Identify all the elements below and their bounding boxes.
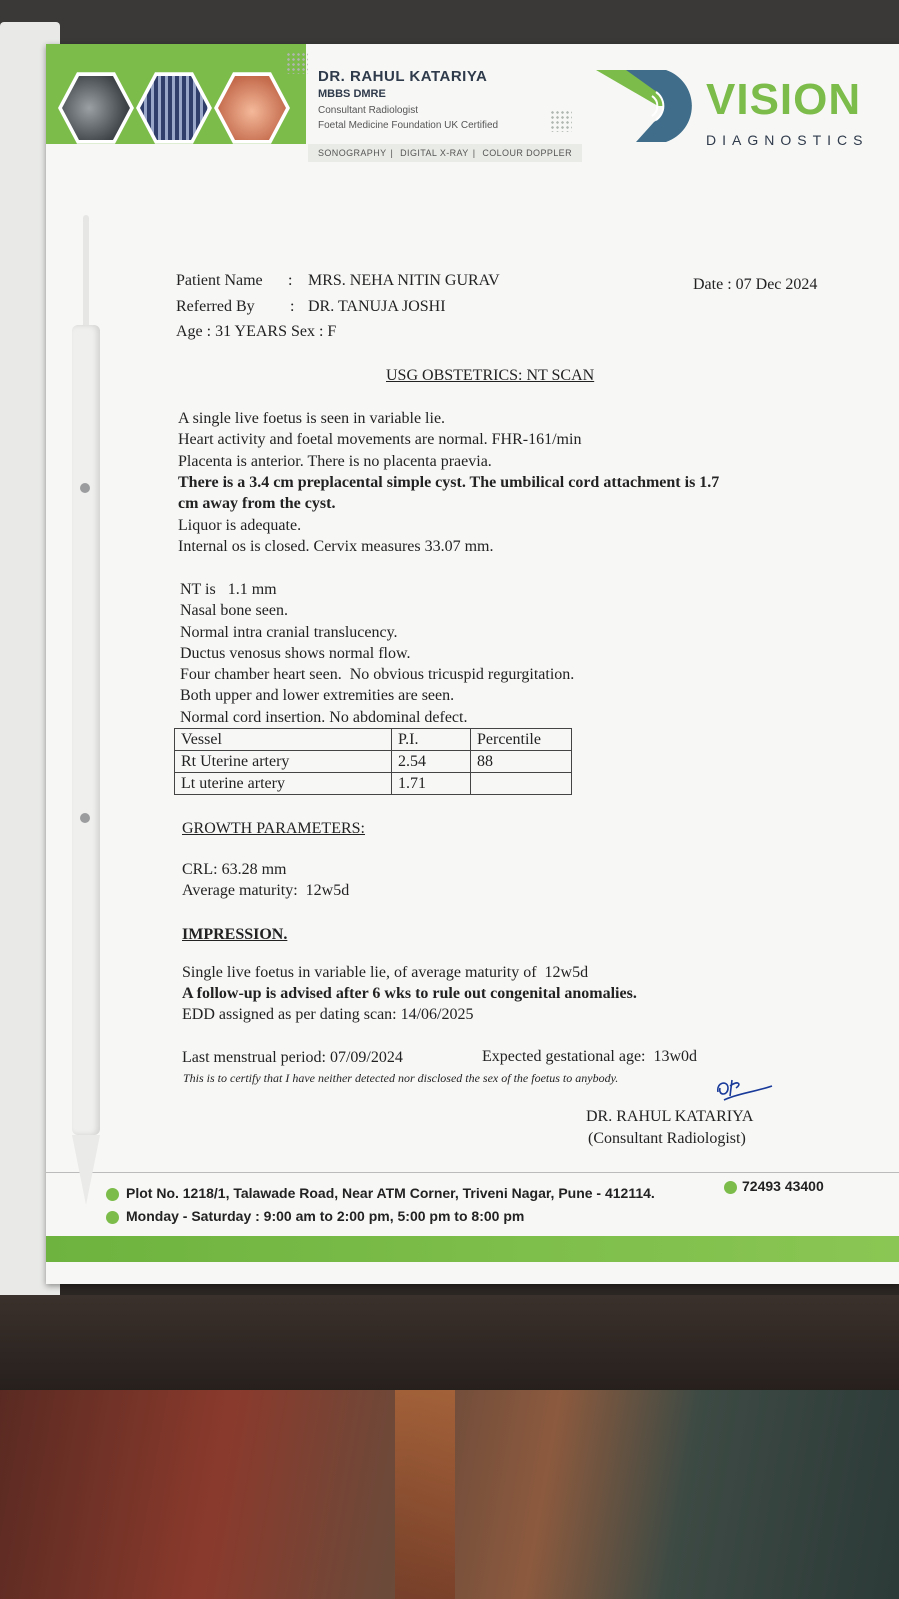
vision-logo-icon (596, 66, 696, 146)
doppler-table (174, 728, 572, 795)
cyst-finding: There is a 3.4 cm preplacental simple cyst. The umbilical cord attachment is 1.7 (178, 474, 720, 491)
background-top (0, 0, 899, 48)
nt-finding: Four chamber heart seen. No obvious tricuspid regurgitation. (180, 666, 575, 683)
report-page (46, 44, 899, 1284)
clip-rivet (80, 483, 90, 493)
table-cell: Rt Uterine artery (175, 751, 392, 773)
table-cell: 2.54 (392, 751, 471, 773)
footer-divider (46, 1172, 899, 1173)
nt-finding: Normal intra cranial translucency. (180, 624, 398, 641)
table-header: P.I. (392, 729, 471, 751)
cloth-strip (395, 1390, 455, 1599)
xray-image-icon (136, 70, 212, 146)
letterhead-banner (46, 44, 306, 144)
age-sex: Age : 31 YEARS Sex : F (176, 323, 337, 340)
finding-line: Placenta is anterior. There is no placenta praevia. (178, 453, 492, 470)
doctor-role: Consultant Radiologist (318, 105, 419, 116)
finding-line: Heart activity and foetal movements are normal. FHR-161/min (178, 431, 582, 448)
finding-line: A single live foetus is seen in variable lie. (178, 410, 446, 427)
table-cell: 88 (471, 751, 572, 773)
table-row (175, 751, 572, 773)
separator: : (288, 272, 293, 289)
phone-icon (724, 1181, 737, 1194)
referred-by-value: DR. TANUJA JOSHI (308, 298, 446, 315)
table-row (175, 773, 572, 795)
certification-note: This is to certify that I have neither detected nor disclosed the sex of the foetus to anybody. (183, 1071, 619, 1085)
report-title: USG OBSTETRICS: NT SCAN (386, 367, 595, 384)
referred-by-label: Referred By (176, 298, 255, 315)
table-cell: Lt uterine artery (175, 773, 392, 795)
impression-line: Single live foetus in variable lie, of average maturity of 12w5d (182, 964, 589, 981)
service-item: DIGITAL X-RAY (400, 148, 469, 158)
dot-pattern (550, 110, 572, 132)
signatory-role: (Consultant Radiologist) (588, 1130, 746, 1147)
finding-line: Liquor is adequate. (178, 517, 302, 534)
follow-up-advice: A follow-up is advised after 6 wks to rule out congenital anomalies. (182, 985, 637, 1002)
table-cell: 1.71 (392, 773, 471, 795)
patient-name-value: MRS. NEHA NITIN GURAV (308, 272, 500, 289)
binder-clip (66, 215, 106, 1025)
clip-rivet (80, 813, 90, 823)
report-date: Date : 07 Dec 2024 (693, 276, 818, 293)
finding-line: Internal os is closed. Cervix measures 33.07 mm. (178, 538, 494, 555)
separator: : (290, 298, 295, 315)
doctor-qualification: MBBS DMRE (318, 88, 386, 100)
clinic-phone: 72493 43400 (742, 1178, 824, 1194)
dot-pattern (286, 52, 308, 74)
table-cell (471, 773, 572, 795)
cyst-finding: cm away from the cyst. (178, 495, 336, 512)
patient-name-label: Patient Name (176, 272, 263, 289)
doctor-certification: Foetal Medicine Foundation UK Certified (318, 120, 499, 131)
nt-finding: Normal cord insertion. No abdominal defect. (180, 709, 468, 726)
doctor-name: DR. RAHUL KATARIYA (318, 68, 488, 85)
nt-finding: Ductus venosus shows normal flow. (180, 645, 411, 662)
table-header: Vessel (175, 729, 392, 751)
service-item: SONOGRAPHY (318, 148, 387, 158)
edd-line: EDD assigned as per dating scan: 14/06/2025 (182, 1006, 474, 1023)
table-header-row (175, 729, 572, 751)
services-bar: SONOGRAPHY | DIGITAL X-RAY | COLOUR DOPPLER (308, 144, 582, 162)
nt-finding: Both upper and lower extremities are seen. (180, 687, 455, 704)
service-item: COLOUR DOPPLER (482, 148, 572, 158)
signatory-name: DR. RAHUL KATARIYA (586, 1108, 754, 1125)
clock-icon (106, 1211, 119, 1224)
foetus-image-icon (214, 70, 290, 146)
table-surface (0, 1295, 899, 1405)
impression-heading: IMPRESSION. (182, 926, 288, 943)
brand-name: VISION (706, 75, 862, 124)
location-icon (106, 1188, 119, 1201)
average-maturity: Average maturity: 12w5d (182, 882, 350, 899)
table-header: Percentile (471, 729, 572, 751)
signature-icon (714, 1074, 774, 1104)
nt-measurement: NT is 1.1 mm (180, 581, 277, 598)
nt-finding: Nasal bone seen. (180, 602, 288, 619)
lmp-line: Last menstrual period: 07/09/2024 (182, 1049, 403, 1066)
brand-subtitle: DIAGNOSTICS (706, 132, 869, 148)
crl-value: CRL: 63.28 mm (182, 861, 287, 878)
ega-line: Expected gestational age: 13w0d (482, 1048, 698, 1065)
clinic-hours: Monday - Saturday : 9:00 am to 2:00 pm, 5:00 pm to 8:00 pm (126, 1208, 525, 1224)
ultrasound-image-icon (58, 70, 134, 146)
clinic-address: Plot No. 1218/1, Talawade Road, Near ATM Corner, Triveni Nagar, Pune - 412114. (126, 1185, 655, 1201)
growth-heading: GROWTH PARAMETERS: (182, 820, 365, 837)
footer-green-bar (46, 1236, 899, 1262)
